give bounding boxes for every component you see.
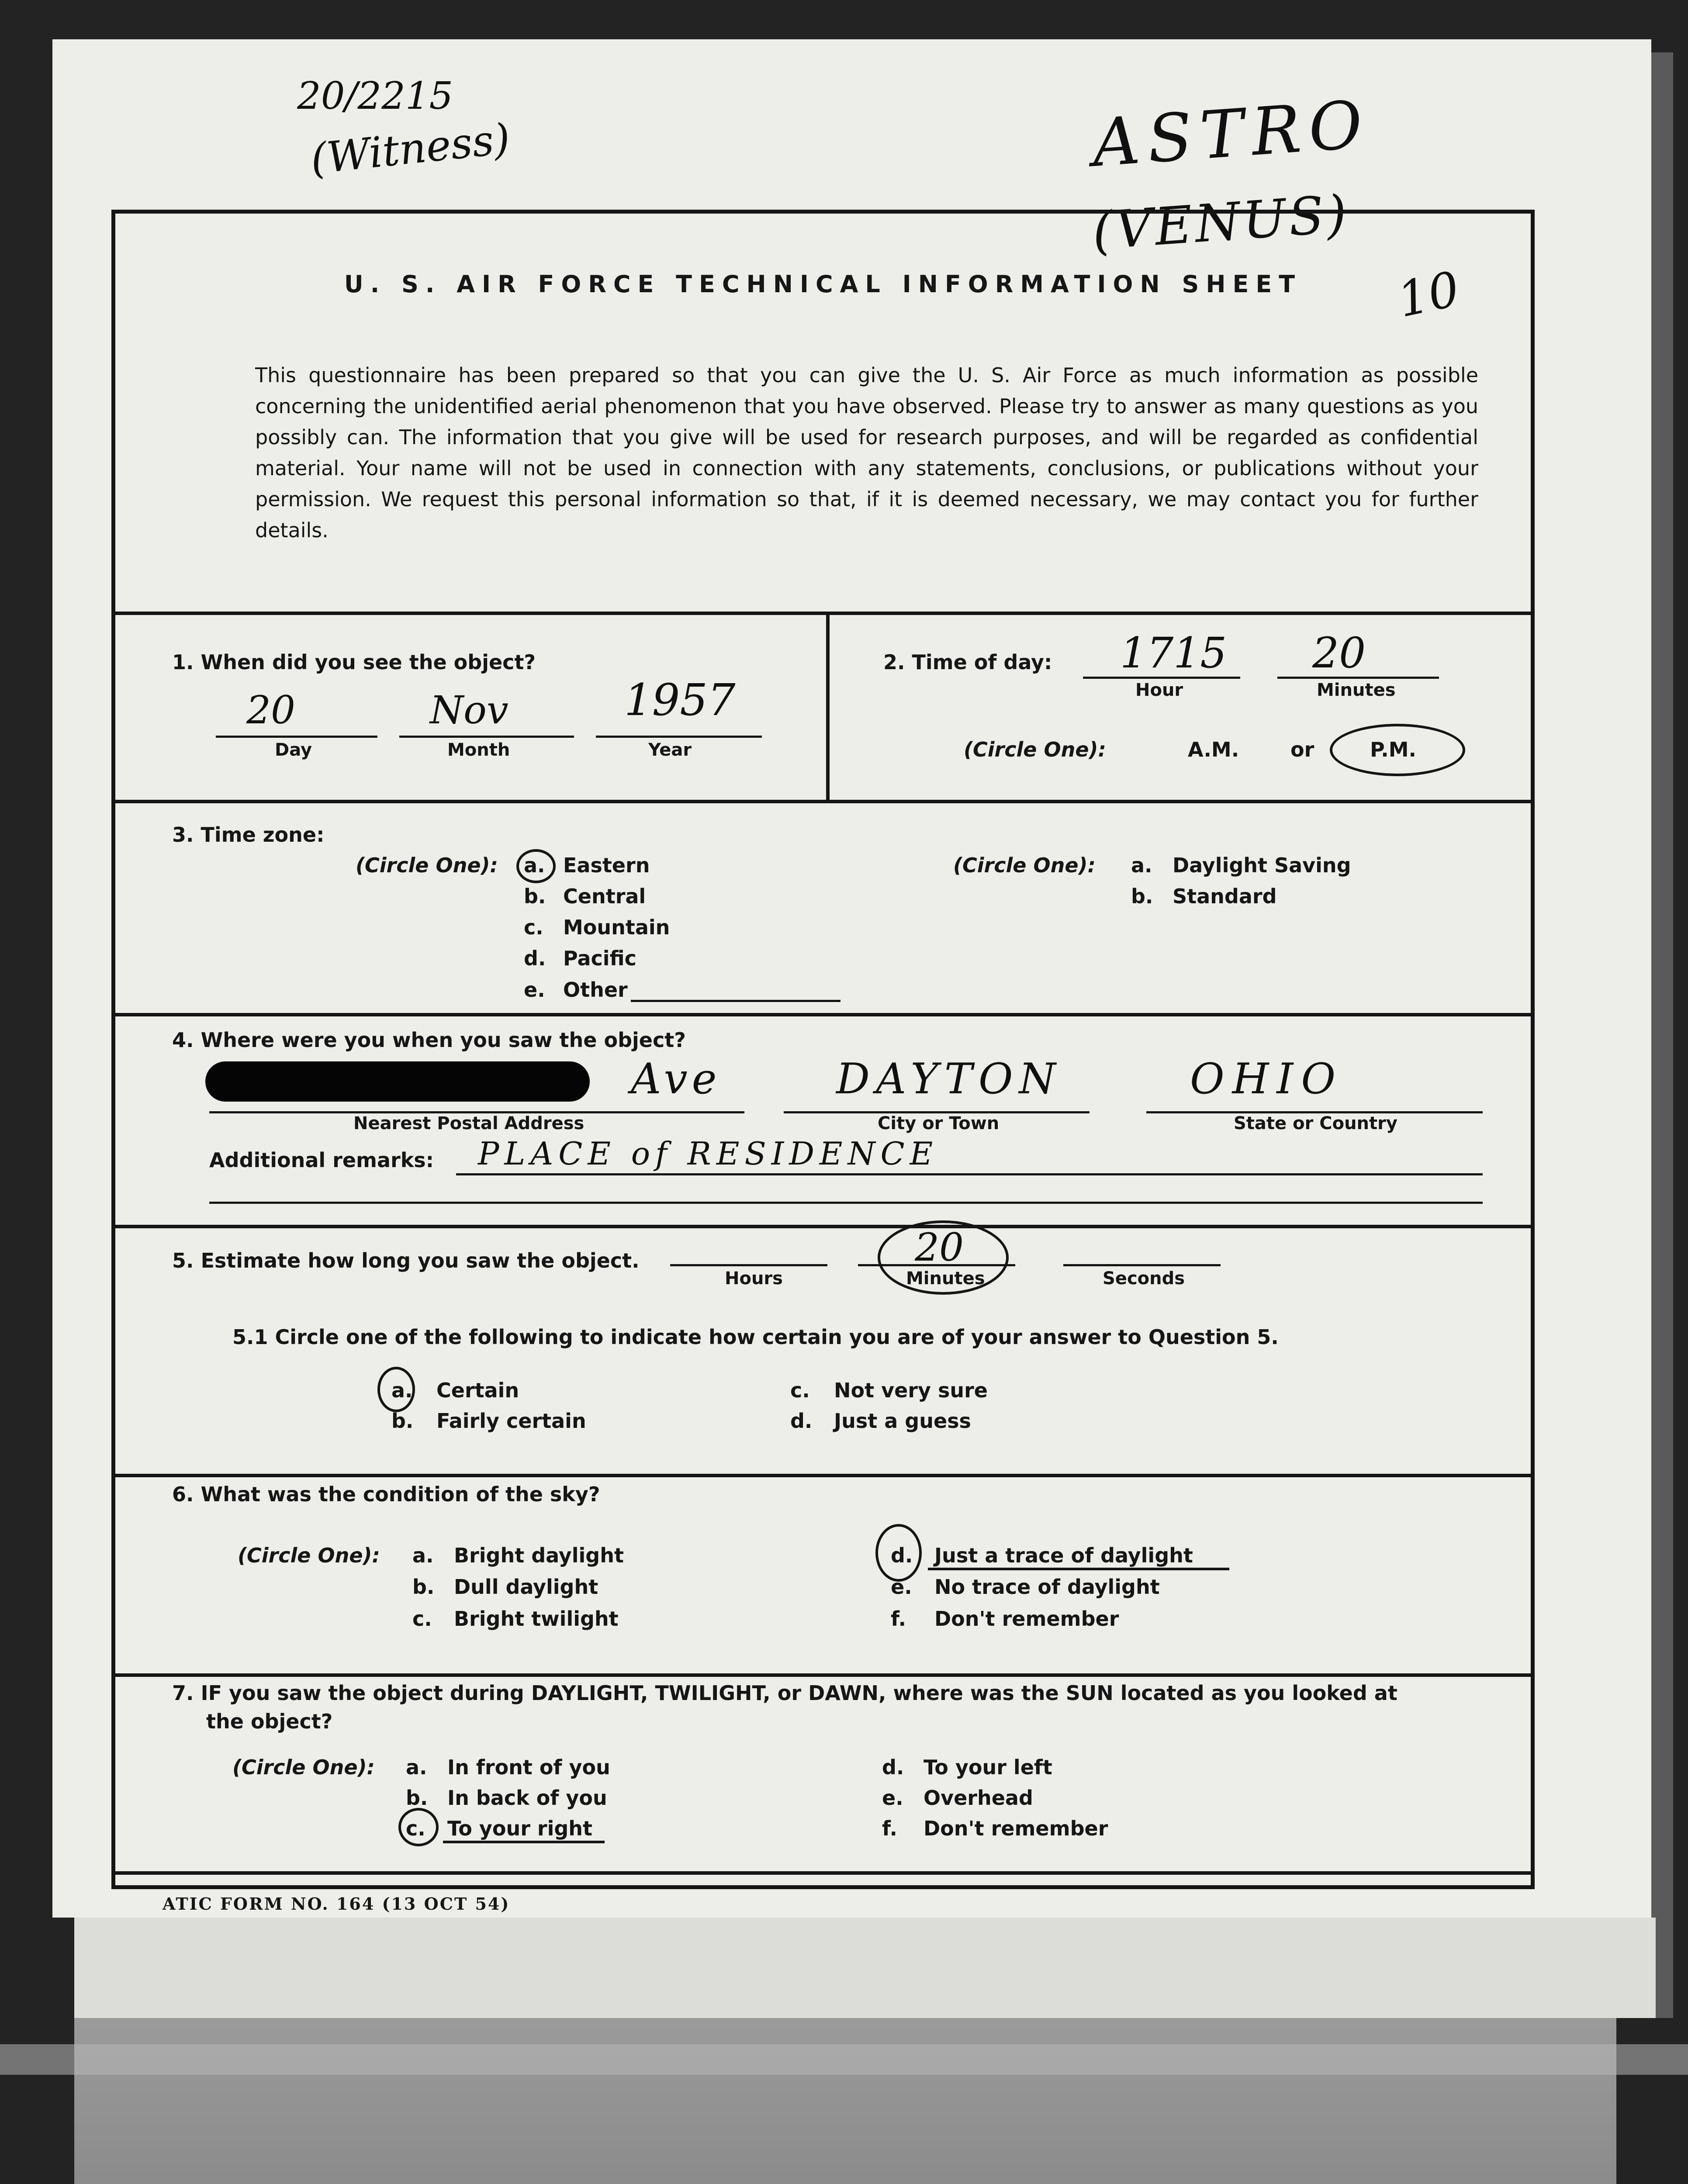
q4-state-value[interactable]: OHIO xyxy=(1190,1054,1344,1103)
q1-question: 1. When did you see the object? xyxy=(172,650,536,674)
witness-annotation: (Witness) xyxy=(308,114,512,184)
file-number-annotation: 20/2215 xyxy=(297,74,453,118)
q3-other-line xyxy=(631,1000,841,1002)
q51-fairly-certain[interactable]: Fairly certain xyxy=(436,1409,586,1433)
redaction-mark xyxy=(205,1061,590,1102)
page-margin-bottom xyxy=(74,1918,1656,2018)
q1-year-label: Year xyxy=(648,740,692,760)
divider xyxy=(115,612,1531,615)
q2-pm-option[interactable]: P.M. xyxy=(1370,738,1416,761)
q4-city-value[interactable]: DAYTON xyxy=(836,1054,1062,1103)
q51-not-very-sure[interactable]: Not very sure xyxy=(834,1379,988,1402)
q4-remarks-line-2 xyxy=(209,1202,1483,1204)
q3-zone-other[interactable]: Other xyxy=(563,978,628,1002)
q6-dont-remember[interactable]: Don't remember xyxy=(934,1607,1119,1631)
form-border xyxy=(111,210,1535,1889)
q3-zone-d-letter: d. xyxy=(524,947,546,970)
q1-day-line xyxy=(216,736,377,738)
q5-question: 5. Estimate how long you saw the object. xyxy=(172,1249,640,1272)
q51-b-letter: b. xyxy=(391,1409,414,1433)
q6-circle-one: (Circle One): xyxy=(238,1544,380,1567)
q1-month-value[interactable]: Nov xyxy=(430,688,508,733)
q6-no-trace[interactable]: No trace of daylight xyxy=(934,1575,1160,1599)
q7-question-line1: 7. IF you saw the object during DAYLIGHT, TWILIGHT, or DAWN, where was the SUN located as you looked at xyxy=(172,1681,1397,1705)
q6-d-letter: d. xyxy=(891,1544,913,1567)
q4-remarks-label: Additional remarks: xyxy=(209,1148,434,1172)
q6-just-a-trace[interactable]: Just a trace of daylight xyxy=(934,1544,1193,1567)
q6-dull-daylight[interactable]: Dull daylight xyxy=(454,1575,598,1599)
q3-question: 3. Time zone: xyxy=(172,823,325,847)
q51-certain[interactable]: Certain xyxy=(436,1379,519,1402)
q51-a-letter: a. xyxy=(391,1379,413,1402)
q2-circle-one: (Circle One): xyxy=(964,738,1106,761)
q2-hour-value[interactable]: 1715 xyxy=(1120,629,1227,677)
form-title: U. S. AIR FORCE TECHNICAL INFORMATION SHEET xyxy=(344,270,1302,298)
q7-to-your-right[interactable]: To your right xyxy=(447,1817,593,1840)
q3-zone-central[interactable]: Central xyxy=(563,885,646,908)
q1-year-value[interactable]: 1957 xyxy=(624,674,736,726)
q2-minutes-label: Minutes xyxy=(1317,680,1396,700)
q4-state-label: State or Country xyxy=(1234,1113,1397,1133)
q7-right-underline xyxy=(443,1841,605,1843)
q2-or: or xyxy=(1290,738,1314,761)
q6-b-letter: b. xyxy=(412,1575,435,1599)
q3-zone-mountain[interactable]: Mountain xyxy=(563,916,670,939)
q5-minutes-label: Minutes xyxy=(906,1268,985,1289)
q3-zone-pacific[interactable]: Pacific xyxy=(563,947,636,970)
q4-remarks-line xyxy=(456,1173,1483,1175)
form-intro: This questionnaire has been prepared so that you can give the U. S. Air Force as much information as possible concerning the unidentified aerial phenomenon that you have observed. Please try to answer as many questions as you possibly can. The information that you give will be used for research purposes, and will be regarded as confidential material. Your name will not be used in connection with any statements, conclusions, or publications without your permission. We request this personal information so that, if it is deemed necessary, we may contact you for further details. xyxy=(255,363,1478,542)
q3-dst-daylight-saving[interactable]: Daylight Saving xyxy=(1173,854,1351,877)
q3-dst-b-letter: b. xyxy=(1131,885,1153,908)
q1-month-line xyxy=(399,736,574,738)
q7-e-letter: e. xyxy=(882,1786,903,1810)
q6-f-letter: f. xyxy=(891,1607,906,1631)
q7-dont-remember[interactable]: Don't remember xyxy=(924,1817,1108,1840)
q1-year-line xyxy=(596,736,762,738)
q2-minutes-value[interactable]: 20 xyxy=(1312,629,1366,677)
q7-in-front[interactable]: In front of you xyxy=(447,1755,610,1779)
q3-zone-c-letter: c. xyxy=(524,916,543,939)
q2-question: 2. Time of day: xyxy=(883,650,1052,674)
q7-d-letter: d. xyxy=(882,1755,904,1779)
divider xyxy=(115,1013,1531,1016)
q6-e-letter: e. xyxy=(891,1575,912,1599)
venus-annotation: (VENUS) xyxy=(1090,183,1352,262)
astro-annotation: ASTRO xyxy=(1090,86,1373,182)
q5-seconds-label: Seconds xyxy=(1103,1268,1185,1289)
q7-a-letter: a. xyxy=(406,1755,427,1779)
q6-c-letter: c. xyxy=(412,1607,432,1631)
q1-day-label: Day xyxy=(275,740,312,760)
q7-question-line2: the object? xyxy=(206,1710,333,1733)
q3-zone-eastern[interactable]: Eastern xyxy=(563,854,650,877)
q3-dst-standard[interactable]: Standard xyxy=(1173,885,1277,908)
q4-city-label: City or Town xyxy=(878,1113,1000,1133)
q4-question: 4. Where were you when you saw the object? xyxy=(172,1028,686,1052)
q3-zone-a-letter: a. xyxy=(524,854,545,877)
divider xyxy=(115,1673,1531,1677)
q2-am-option[interactable]: A.M. xyxy=(1188,738,1239,761)
q3-zone-b-letter: b. xyxy=(524,885,546,908)
q4-address-value[interactable]: Ave xyxy=(631,1054,721,1103)
divider xyxy=(115,800,1531,803)
q2-pm-circle xyxy=(1330,724,1465,776)
q2-minutes-line xyxy=(1277,677,1439,679)
q7-f-letter: f. xyxy=(882,1817,897,1840)
form-number: ATIC FORM NO. 164 (13 OCT 54) xyxy=(163,1894,510,1914)
q2-hour-label: Hour xyxy=(1135,680,1183,700)
q1-day-value[interactable]: 20 xyxy=(246,688,295,733)
divider xyxy=(115,1225,1531,1228)
q7-in-back[interactable]: In back of you xyxy=(447,1786,607,1810)
q4-address-label: Nearest Postal Address xyxy=(353,1113,585,1133)
q6-a-letter: a. xyxy=(412,1544,434,1567)
q6-bright-twilight[interactable]: Bright twilight xyxy=(454,1607,619,1631)
film-band xyxy=(0,2044,1688,2075)
q7-overhead[interactable]: Overhead xyxy=(924,1786,1033,1810)
q51-just-a-guess[interactable]: Just a guess xyxy=(834,1409,971,1433)
q5-seconds-line xyxy=(1063,1264,1221,1266)
underlying-page xyxy=(74,2018,1616,2184)
q6-trace-underline xyxy=(928,1568,1229,1570)
q6-question: 6. What was the condition of the sky? xyxy=(172,1482,600,1506)
q7-to-your-left[interactable]: To your left xyxy=(924,1755,1052,1779)
q2-hour-line xyxy=(1083,677,1240,679)
corner-mark-annotation: 10 xyxy=(1393,260,1464,328)
q3-dst-a-letter: a. xyxy=(1131,854,1152,877)
q5-minutes-circle xyxy=(878,1220,1009,1295)
q1-month-label: Month xyxy=(447,740,510,760)
divider xyxy=(115,1871,1531,1875)
q4-remarks-value[interactable]: PLACE of RESIDENCE xyxy=(478,1135,938,1172)
q5-hours-label: Hours xyxy=(725,1268,783,1289)
q7-b-letter: b. xyxy=(406,1786,428,1810)
q5-minutes-value[interactable]: 20 xyxy=(915,1225,964,1270)
q7-c-letter: c. xyxy=(406,1817,425,1840)
q3-dst-circle-one: (Circle One): xyxy=(953,854,1096,877)
q6-bright-daylight[interactable]: Bright daylight xyxy=(454,1544,624,1567)
divider-vertical xyxy=(826,612,830,800)
q3-zone-e-letter: e. xyxy=(524,978,545,1002)
q5-hours-line xyxy=(670,1264,827,1266)
q7-circle-one: (Circle One): xyxy=(232,1755,375,1779)
divider xyxy=(115,1474,1531,1477)
q51-question: 5.1 Circle one of the following to indicate how certain you are of your answer to Question 5. xyxy=(232,1325,1279,1349)
q51-c-letter: c. xyxy=(790,1379,810,1402)
q3-circle-one: (Circle One): xyxy=(356,854,498,877)
q51-d-letter: d. xyxy=(790,1409,813,1433)
